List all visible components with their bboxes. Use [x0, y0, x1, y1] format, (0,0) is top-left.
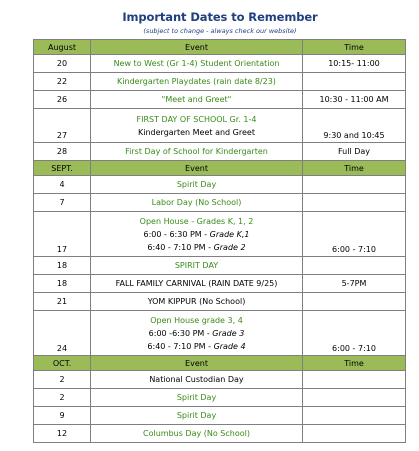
event-cell: Spirit Day [91, 176, 303, 194]
time-cell: 5-7PM [303, 275, 406, 293]
event-cell: FALL FAMILY CARNIVAL (RAIN DATE 9/25) [91, 275, 303, 293]
event-header: Event [91, 161, 303, 176]
date-cell: 7 [34, 194, 91, 212]
time-cell: 6:00 - 7:10 [303, 311, 406, 356]
date-cell: 26 [34, 91, 91, 109]
table-row [34, 389, 406, 407]
section-header-august [34, 40, 406, 55]
time-cell [303, 425, 406, 443]
time-cell: 6:00 - 7:10 [303, 212, 406, 257]
event-line: Open House grade 3, 4 [150, 315, 243, 325]
table-row [34, 55, 406, 73]
date-cell: 17 [34, 212, 91, 257]
month-header: August [34, 40, 91, 55]
time-cell [303, 407, 406, 425]
date-cell: 24 [34, 311, 91, 356]
date-cell: 18 [34, 257, 91, 275]
table-row [34, 194, 406, 212]
time-cell [303, 293, 406, 311]
time-header: Time [303, 356, 406, 371]
table-row [34, 212, 406, 257]
event-header: Event [91, 356, 303, 371]
date-cell: 21 [34, 293, 91, 311]
grade-text: Grade 3 [212, 328, 245, 338]
event-cell: Columbus Day (No School) [91, 425, 303, 443]
date-cell: 27 [34, 109, 91, 143]
event-line [94, 340, 299, 353]
date-cell: 4 [34, 176, 91, 194]
event-cell: Kindergarten Playdates (rain date 8/23) [91, 73, 303, 91]
event-cell: Labor Day (No School) [91, 194, 303, 212]
time-header: Time [303, 40, 406, 55]
event-cell: "Meet and Greet" [91, 91, 303, 109]
event-time-text: 6:40 - 7:10 PM - [147, 341, 214, 351]
event-cell [91, 311, 303, 356]
time-cell [303, 371, 406, 389]
time-cell: 10:15- 11:00 [303, 55, 406, 73]
grade-text: Grade 4 [213, 341, 246, 351]
date-cell: 20 [34, 55, 91, 73]
event-time-text: 6:00 - 6:30 PM - [143, 229, 210, 239]
event-line [94, 228, 299, 241]
grade-text: Grade 2 [213, 242, 246, 252]
table-row [34, 293, 406, 311]
table-row [34, 176, 406, 194]
event-cell: First Day of School for Kindergarten [91, 143, 303, 161]
time-cell [303, 389, 406, 407]
event-cell [91, 212, 303, 257]
event-header: Event [91, 40, 303, 55]
table-row [34, 143, 406, 161]
table-row [34, 91, 406, 109]
time-cell: Full Day [303, 143, 406, 161]
event-line [94, 241, 299, 254]
date-cell: 22 [34, 73, 91, 91]
event-line: FIRST DAY OF SCHOOL Gr. 1-4 [136, 114, 257, 124]
time-cell [303, 257, 406, 275]
page-subtitle: (subject to change - always check our website) [143, 27, 297, 35]
time-header: Time [303, 161, 406, 176]
table-row [34, 73, 406, 91]
month-header: OCT. [34, 356, 91, 371]
event-line [94, 327, 299, 340]
table-row [34, 311, 406, 356]
event-cell: New to West (Gr 1-4) Student Orientation [91, 55, 303, 73]
section-header-sept [34, 161, 406, 176]
event-cell: SPIRIT DAY [91, 257, 303, 275]
event-cell [91, 109, 303, 143]
time-cell: 9:30 and 10:45 [303, 109, 406, 143]
table-row [34, 371, 406, 389]
date-cell: 9 [34, 407, 91, 425]
table-row [34, 425, 406, 443]
time-cell [303, 194, 406, 212]
table-row [34, 109, 406, 143]
event-cell: Spirit Day [91, 407, 303, 425]
time-cell [303, 73, 406, 91]
event-line: Open House - Grades K, 1, 2 [139, 216, 254, 226]
event-cell: YOM KIPPUR (No School) [91, 293, 303, 311]
dates-table [33, 39, 406, 443]
event-time-text: 6:40 - 7:10 PM - [147, 242, 214, 252]
grade-text: Grade K,1 [209, 229, 250, 239]
month-header: SEPT. [34, 161, 91, 176]
time-cell [303, 176, 406, 194]
page-title: Important Dates to Remember [122, 10, 318, 24]
section-header-oct [34, 356, 406, 371]
table-row [34, 275, 406, 293]
date-cell: 28 [34, 143, 91, 161]
table-row [34, 257, 406, 275]
time-cell: 10:30 - 11:00 AM [303, 91, 406, 109]
table-row [34, 407, 406, 425]
event-cell: Spirit Day [91, 389, 303, 407]
date-cell: 2 [34, 389, 91, 407]
date-cell: 18 [34, 275, 91, 293]
event-cell: National Custodian Day [91, 371, 303, 389]
date-cell: 12 [34, 425, 91, 443]
event-line: Kindergarten Meet and Greet [138, 127, 255, 137]
date-cell: 2 [34, 371, 91, 389]
event-time-text: 6:00 -6:30 PM - [148, 328, 213, 338]
